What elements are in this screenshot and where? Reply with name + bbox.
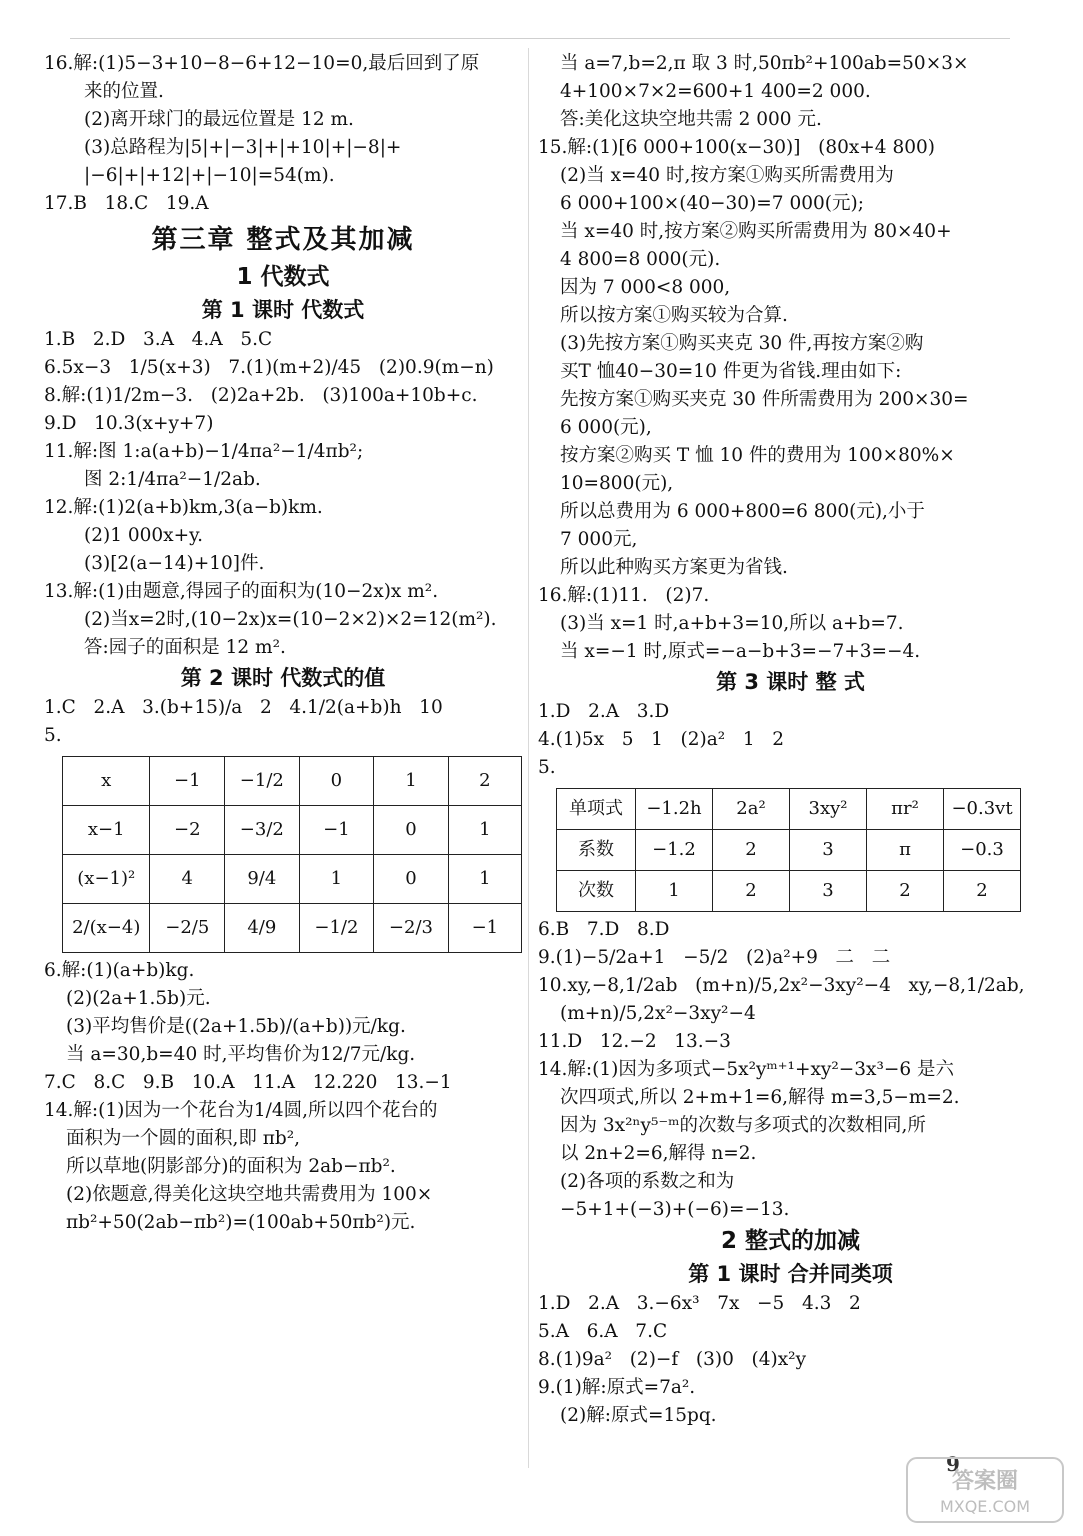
lesson4-answers-5-7: 5.A 6.A 7.C xyxy=(538,1321,668,1342)
answer-16-line4: (3)总路程为|5|+|−3|+|+10|+|−8|+ xyxy=(84,137,402,158)
lesson4-answer-8: 8.(1)9a² (2)−f (3)0 (4)x²y xyxy=(538,1349,807,1370)
answer-15-line14: 所以总费用为 6 000+800=6 800(元),小于 xyxy=(560,501,925,522)
answer-12-line2: (2)1 000x+y. xyxy=(84,525,203,546)
answer-15-line13: 10=800(元), xyxy=(560,473,674,494)
lesson2-answers-7-13: 7.C 8.C 9.B 10.A 11.A 12.220 13.−1 xyxy=(44,1072,452,1093)
lesson2-answer-5-label: 5. xyxy=(44,725,62,746)
lesson2-answer-6-line2: (2)(2a+1.5b)元. xyxy=(66,988,211,1009)
table-cell: 3xy² xyxy=(790,789,867,830)
lesson3-answers-1-3: 1.D 2.A 3.D xyxy=(538,701,670,722)
table-cell: −1/2 xyxy=(225,757,300,806)
chapter-title: 第三章 整式及其加减 xyxy=(151,225,415,255)
table-cell: −1/2 xyxy=(299,904,374,953)
cont-14-line1: 当 a=7,b=2,π 取 3 时,50πb²+100ab=50×3× xyxy=(560,53,969,74)
lesson3-answer-14-line1: 14.解:(1)因为多项式−5x²yᵐ⁺¹+xy²−3x³−6 是六 xyxy=(538,1059,955,1080)
section-2-title: 2 整式的加减 xyxy=(720,1228,860,1254)
lesson2-answer-14-line4: (2)依题意,得美化这块空地共需费用为 100× xyxy=(66,1184,433,1205)
lesson2-answer-6-line3: (3)平均售价是((2a+1.5b)/(a+b))元/kg. xyxy=(66,1016,406,1037)
table-row xyxy=(63,757,522,806)
table-row xyxy=(63,904,522,953)
answer-13-line1: 13.解:(1)由题意,得园子的面积为(10−2x)x m². xyxy=(44,581,439,602)
table-cell: 2 xyxy=(713,871,790,912)
lesson-4-title: 第 1 课时 合并同类项 xyxy=(688,1262,893,1286)
answers-6-7: 6.5x−3 1/5(x+3) 7.(1)(m+2)/45 (2)0.9(m−n) xyxy=(44,357,494,378)
table-cell: 9/4 xyxy=(225,855,300,904)
answer-15-line16: 所以此种购买方案更为省钱. xyxy=(560,557,788,578)
lesson3-answer-14-line2: 次四项式,所以 2+m+1=6,解得 m=3,5−m=2. xyxy=(560,1087,960,1108)
table-cell: 1 xyxy=(448,855,521,904)
table-row xyxy=(557,830,1021,871)
answer-15-line8: (3)先按方案①购买夹克 30 件,再按方案②购 xyxy=(560,333,924,354)
lesson-3-title: 第 3 课时 整 式 xyxy=(716,670,865,694)
table-cell: 单项式 xyxy=(557,789,636,830)
table-cell: −1.2h xyxy=(636,789,713,830)
table-cell: 2 xyxy=(867,871,944,912)
svg-text:答案圈: 答案圈 xyxy=(951,1469,1019,1494)
svg-text:MXQE.COM: MXQE.COM xyxy=(939,1497,1031,1516)
answer-16-line2: (3)当 x=1 时,a+b+3=10,所以 a+b=7. xyxy=(560,613,904,634)
lesson2-answers-1-4: 1.C 2.A 3.(b+15)/a 2 4.1/2(a+b)h 10 xyxy=(44,697,443,718)
section-title: 1 代数式 xyxy=(236,264,330,290)
table-row xyxy=(63,806,522,855)
lesson3-answer-14-line6: −5+1+(−3)+(−6)=−13. xyxy=(560,1199,790,1220)
lesson2-answer-6-line4: 当 a=30,b=40 时,平均售价为12/7元/kg. xyxy=(66,1044,416,1065)
answer-12-line3: (3)[2(a−14)+10]件. xyxy=(84,553,265,574)
answer-8: 8.解:(1)1/2m−3. (2)2a+2b. (3)100a+10b+c. xyxy=(44,385,478,406)
table-cell: −1.2 xyxy=(636,830,713,871)
table-cell: 2/(x−4) xyxy=(63,904,150,953)
table-cell: 4 xyxy=(150,855,225,904)
lesson4-answer-9-line2: (2)解:原式=15pq. xyxy=(560,1405,717,1426)
lesson4-answer-9-line1: 9.(1)解:原式=7a². xyxy=(538,1377,696,1398)
table-cell: −1 xyxy=(150,757,225,806)
table-cell: 1 xyxy=(299,855,374,904)
table-cell: 1 xyxy=(374,757,449,806)
answer-16-line5: |−6|+|+12|+|−10|=54(m). xyxy=(84,165,335,186)
table-cell: 4/9 xyxy=(225,904,300,953)
lesson3-answers-6-8: 6.B 7.D 8.D xyxy=(538,919,670,940)
table-cell: −1 xyxy=(299,806,374,855)
table-cell: −2/5 xyxy=(150,904,225,953)
table-row xyxy=(63,855,522,904)
table-cell: 3 xyxy=(790,830,867,871)
table-cell: 0 xyxy=(299,757,374,806)
lesson3-answer-4: 4.(1)5x 5 1 (2)a² 1 2 xyxy=(538,729,785,750)
answers-1-5: 1.B 2.D 3.A 4.A 5.C xyxy=(44,329,273,350)
table-cell: 2 xyxy=(713,830,790,871)
lesson3-answer-5-label: 5. xyxy=(538,757,556,778)
watermark-logo xyxy=(905,1454,1065,1526)
lesson2-answer-14-line3: 所以草地(阴影部分)的面积为 2ab−πb². xyxy=(66,1156,396,1177)
table-cell: x−1 xyxy=(63,806,150,855)
value-table xyxy=(62,756,522,953)
answer-12-line1: 12.解:(1)2(a+b)km,3(a−b)km. xyxy=(44,497,323,518)
answer-15-line9: 买T 恤40−30=10 件更为省钱.理由如下: xyxy=(560,361,902,382)
answer-15-line4: 当 x=40 时,按方案②购买所需费用为 80×40+ xyxy=(560,221,952,242)
cont-14-line3: 答:美化这块空地共需 2 000 元. xyxy=(560,109,822,130)
table-cell: 0 xyxy=(374,855,449,904)
lesson-2-title: 第 2 课时 代数式的值 xyxy=(180,666,386,690)
answer-16-line3: (2)离开球门的最远位置是 12 m. xyxy=(84,109,354,130)
answer-15-line1: 15.解:(1)[6 000+100(x−30)] (80x+4 800) xyxy=(538,137,935,158)
lesson2-answer-14-line1: 14.解:(1)因为一个花台为1/4圆,所以四个花台的 xyxy=(44,1100,438,1121)
answer-16-line3: 当 x=−1 时,原式=−a−b+3=−7+3=−4. xyxy=(560,641,921,662)
answer-13-line3: 答:园子的面积是 12 m². xyxy=(84,637,286,658)
lesson3-answer-10-line1: 10.xy,−8,1/2ab (m+n)/5,2x²−3xy²−4 xy,−8,1/2ab, xyxy=(538,975,1025,996)
right-column xyxy=(538,50,1043,1430)
answer-15-line5: 4 800=8 000(元). xyxy=(560,249,721,270)
answer-11-line2: 图 2:1/4πa²−1/2ab. xyxy=(84,469,261,490)
table-cell: (x−1)² xyxy=(63,855,150,904)
table-cell: 0 xyxy=(374,806,449,855)
table-cell: −2 xyxy=(150,806,225,855)
answers-17-19: 17.B 18.C 19.A xyxy=(44,193,209,214)
lesson4-answers-1-4: 1.D 2.A 3.−6x³ 7x −5 4.3 2 xyxy=(538,1293,861,1314)
answer-13-line2: (2)当x=2时,(10−2x)x=(10−2×2)×2=12(m²). xyxy=(84,609,497,630)
table-cell: −1 xyxy=(448,904,521,953)
table-cell: 3 xyxy=(790,871,867,912)
table-row xyxy=(557,789,1021,830)
answer-15-line6: 因为 7 000<8 000, xyxy=(560,277,731,298)
table-cell: 2 xyxy=(944,871,1021,912)
table-cell: 1 xyxy=(636,871,713,912)
answer-15-line12: 按方案②购买 T 恤 10 件的费用为 100×80%× xyxy=(560,445,955,466)
answer-16-line1: 16.解:(1)11. (2)7. xyxy=(538,585,710,606)
answer-15-line2: (2)当 x=40 时,按方案①购买所需费用为 xyxy=(560,165,894,186)
lesson-1-title: 第 1 课时 代数式 xyxy=(201,298,365,322)
table-cell: πr² xyxy=(867,789,944,830)
left-column xyxy=(44,50,522,1237)
lesson3-answers-11-13: 11.D 12.−2 13.−3 xyxy=(538,1031,731,1052)
answer-15-line10: 先按方案①购买夹克 30 件所需费用为 200×30= xyxy=(560,389,969,410)
page-number: 9 xyxy=(946,1452,960,1476)
table-cell: x xyxy=(63,757,150,806)
table-cell: −2/3 xyxy=(374,904,449,953)
answer-15-line15: 7 000元, xyxy=(560,529,638,550)
table-cell: 系数 xyxy=(557,830,636,871)
table-cell: −0.3 xyxy=(944,830,1021,871)
answers-9-10: 9.D 10.3(x+y+7) xyxy=(44,413,214,434)
answer-11-line1: 11.解:图 1:a(a+b)−1/4πa²−1/4πb²; xyxy=(44,441,364,462)
table-cell: 2 xyxy=(448,757,521,806)
top-rule xyxy=(70,38,1010,39)
cont-14-line2: 4+100×7×2=600+1 400=2 000. xyxy=(560,81,871,102)
answer-15-line3: 6 000+100×(40−30)=7 000(元); xyxy=(560,193,864,214)
table-cell: π xyxy=(867,830,944,871)
answer-16-line1: 16.解:(1)5−3+10−8−6+12−10=0,最后回到了原 xyxy=(44,53,480,74)
lesson2-answer-6-line1: 6.解:(1)(a+b)kg. xyxy=(44,960,195,981)
lesson2-answer-14-line5: πb²+50(2ab−πb²)=(100ab+50πb²)元. xyxy=(66,1212,416,1233)
column-divider xyxy=(528,48,529,1468)
lesson2-answer-14-line2: 面积为一个圆的面积,即 πb², xyxy=(66,1128,301,1149)
table-cell: 2a² xyxy=(713,789,790,830)
lesson3-answer-10-line2: (m+n)/5,2x²−3xy²−4 xyxy=(560,1003,756,1024)
table-cell: 次数 xyxy=(557,871,636,912)
monomial-table xyxy=(556,788,1021,912)
lesson3-answer-14-line3: 因为 3x²ⁿy⁵⁻ᵐ的次数与多项式的次数相同,所 xyxy=(560,1115,926,1136)
lesson3-answer-14-line4: 以 2n+2=6,解得 n=2. xyxy=(560,1143,757,1164)
answer-16-line2: 来的位置. xyxy=(84,81,164,102)
table-cell: −0.3vt xyxy=(944,789,1021,830)
lesson3-answer-14-line5: (2)各项的系数之和为 xyxy=(560,1171,735,1192)
table-cell: −3/2 xyxy=(225,806,300,855)
answer-15-line11: 6 000(元), xyxy=(560,417,652,438)
answer-15-line7: 所以按方案①购买较为合算. xyxy=(560,305,788,326)
lesson3-answer-9: 9.(1)−5/2a+1 −5/2 (2)a²+9 二 二 xyxy=(538,947,891,968)
table-row xyxy=(557,871,1021,912)
table-cell: 1 xyxy=(448,806,521,855)
